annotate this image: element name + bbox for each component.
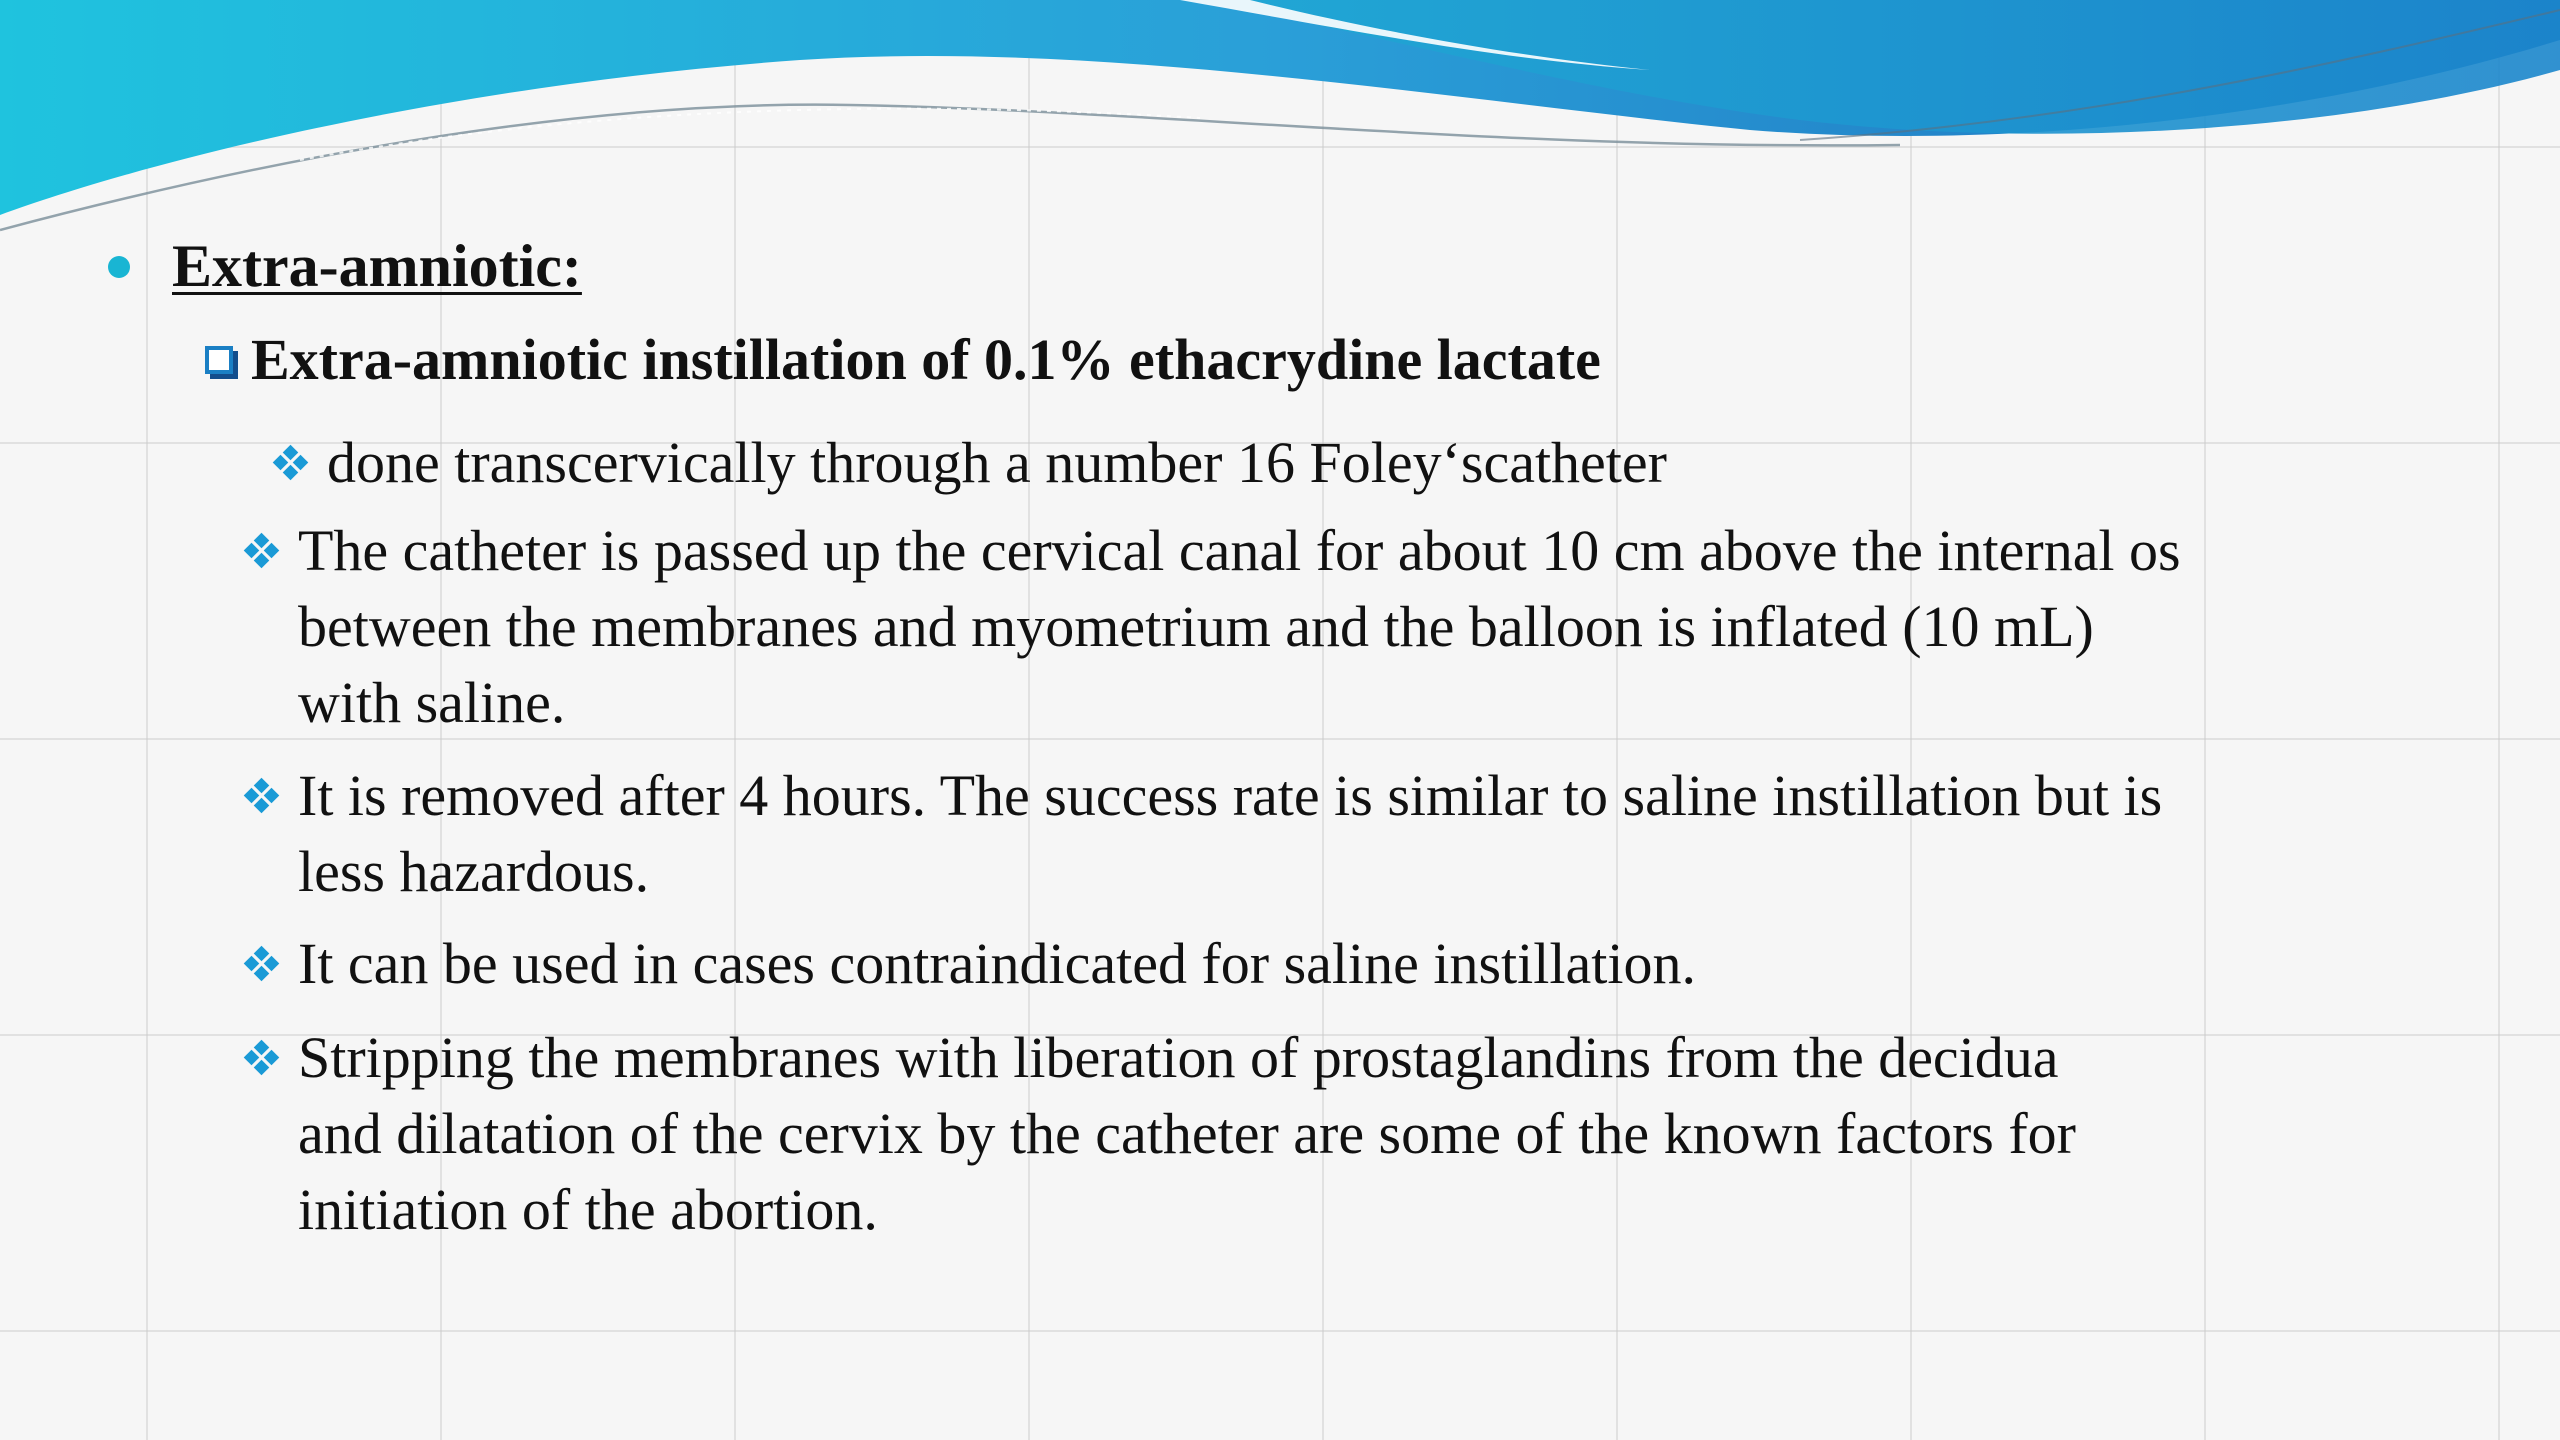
bullet-text: It can be used in cases contraindicated for saline instillation. (298, 931, 1696, 996)
bullet-text: done transcervically through a number 16 Foley‘scatheter (327, 430, 1667, 495)
bullet-text: Stripping the membranes with liberation of prostaglandins from the decidua and dilatation of the cervix by the catheter are some of the known factors for initiation of the abortion. (298, 1025, 2076, 1242)
diamond-bullet-icon (246, 780, 278, 812)
slide-heading: Extra-amniotic: (172, 233, 582, 299)
list-item (275, 425, 1667, 501)
diamond-bullet-icon (275, 447, 307, 479)
round-bullet-icon (108, 256, 130, 278)
diamond-bullet-icon (246, 535, 278, 567)
list-item (246, 926, 1696, 1002)
bullet-text: The catheter is passed up the cervical canal for about 10 cm above the internal os between the membranes and myometrium and the balloon is inflated (10 mL) with saline. (298, 518, 2181, 735)
list-item (246, 1020, 2076, 1248)
level2-bullet (205, 326, 1601, 393)
slide-subheading: Extra-amniotic instillation of 0.1% ethacrydine lactate (251, 327, 1601, 392)
diamond-bullet-icon (246, 1042, 278, 1074)
level1-bullet (108, 232, 582, 301)
diamond-bullet-icon (246, 948, 278, 980)
checkbox-bullet-icon (205, 346, 233, 374)
list-item (246, 513, 2181, 741)
list-item (246, 758, 2162, 910)
bullet-text: It is removed after 4 hours. The success rate is similar to saline instillation but is less hazardous. (298, 763, 2163, 904)
